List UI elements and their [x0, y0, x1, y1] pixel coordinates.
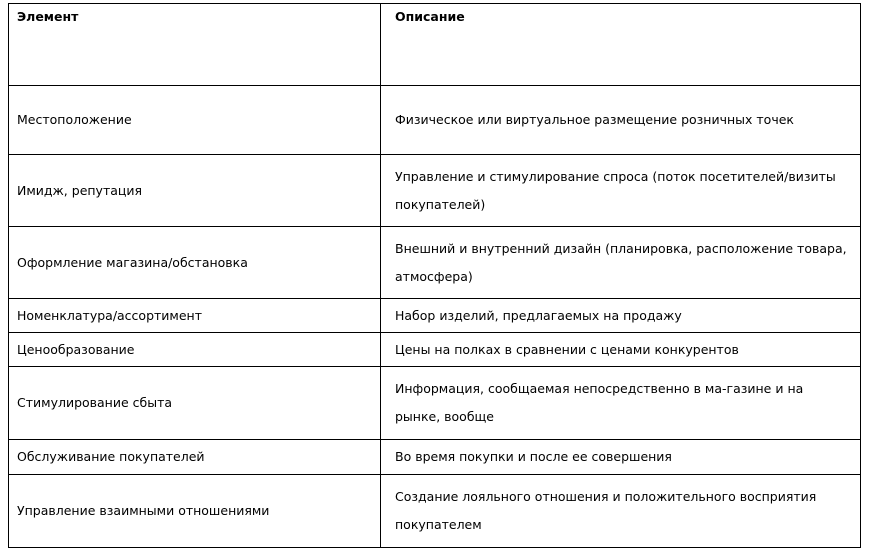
- row-element: Стимулирование сбыта: [9, 367, 381, 440]
- row-description: Создание лояльного отношения и положительного восприятия покупателем: [381, 475, 861, 548]
- row-element: Ценообразование: [9, 333, 381, 367]
- row-description: Управление и стимулирование спроса (поток посетителей/визиты покупателей): [381, 155, 861, 227]
- table-row: [9, 86, 861, 155]
- row-element: Местоположение: [9, 86, 381, 155]
- table-row: [9, 440, 861, 475]
- row-element: Управление взаимными отношениями: [9, 475, 381, 548]
- row-description: Во время покупки и после ее совершения: [381, 440, 861, 475]
- header-description: Описание: [381, 4, 861, 86]
- table-row: [9, 155, 861, 227]
- row-element: Имидж, репутация: [9, 155, 381, 227]
- row-element: Номенклатура/ассортимент: [9, 299, 381, 333]
- table-header-row: [9, 4, 861, 86]
- table-row: [9, 299, 861, 333]
- table-row: [9, 227, 861, 299]
- row-element: Обслуживание покупателей: [9, 440, 381, 475]
- header-element: Элемент: [9, 4, 381, 86]
- row-description: Цены на полках в сравнении с ценами конкурентов: [381, 333, 861, 367]
- row-description: Физическое или виртуальное размещение розничных точек: [381, 86, 861, 155]
- row-description: Внешний и внутренний дизайн (планировка, расположение товара, атмосфера): [381, 227, 861, 299]
- row-description: Набор изделий, предлагаемых на продажу: [381, 299, 861, 333]
- table-row: [9, 367, 861, 440]
- row-element: Оформление магазина/обстановка: [9, 227, 381, 299]
- table-row: [9, 475, 861, 548]
- retail-elements-table: [8, 3, 861, 548]
- row-description: Информация, сообщаемая непосредственно в ма-газине и на рынке, вообще: [381, 367, 861, 440]
- table-row: [9, 333, 861, 367]
